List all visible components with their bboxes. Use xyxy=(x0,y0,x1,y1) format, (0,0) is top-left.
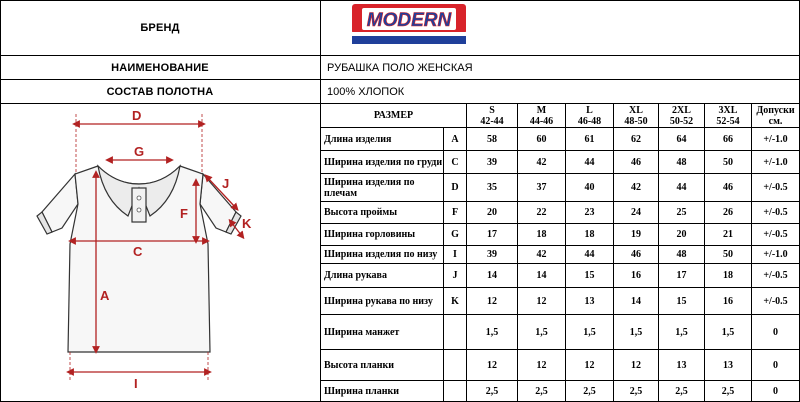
row-value-cell xyxy=(518,264,566,288)
row-tolerance-cell-text: +/-0.5 xyxy=(763,229,788,240)
row-name-cell-text: Ширина планки xyxy=(324,385,399,397)
row-value-cell xyxy=(705,315,752,350)
row-value-cell xyxy=(518,315,566,350)
size-name: XL xyxy=(629,104,643,116)
row-code-cell xyxy=(444,246,467,264)
row-value-cell-text: 66 xyxy=(723,133,733,145)
row-value-cell xyxy=(705,128,752,151)
row-value-cell-text: 18 xyxy=(536,229,547,240)
row-value-cell-text: 16 xyxy=(631,270,641,281)
row-value-cell-text: 44 xyxy=(584,156,595,168)
shirt-outline xyxy=(37,166,241,352)
row-value-cell-text: 17 xyxy=(487,229,497,240)
row-value-cell-text: 39 xyxy=(487,156,497,168)
logo-white-band xyxy=(352,32,466,36)
label-j: J xyxy=(222,176,230,191)
size-name: 2XL xyxy=(672,104,691,116)
row-value-cell-text: 1,5 xyxy=(675,326,688,338)
row-value-cell xyxy=(659,315,705,350)
label-c: C xyxy=(133,244,143,259)
label-i: I xyxy=(134,376,138,391)
name-value: РУБАШКА ПОЛО ЖЕНСКАЯ xyxy=(327,61,473,74)
row-value-cell-text: 26 xyxy=(723,207,733,218)
size-range: 44-46 xyxy=(529,115,554,127)
size-name: L xyxy=(586,104,593,116)
row-tolerance-cell-text: 0 xyxy=(773,326,778,338)
row-value-cell-text: 14 xyxy=(631,295,641,307)
row-tolerance-cell-text: 0 xyxy=(773,359,778,371)
row-value-cell xyxy=(705,288,752,315)
size-col-xl xyxy=(614,104,659,128)
row-value-cell xyxy=(467,128,518,151)
row-value-cell-text: 2,5 xyxy=(675,385,688,397)
row-value-cell xyxy=(614,128,659,151)
row-value-cell xyxy=(467,381,518,402)
row-value-cell-text: 25 xyxy=(676,207,687,218)
polo-shirt-diagram xyxy=(0,104,320,402)
row-name-cell xyxy=(321,381,444,402)
row-code-cell-text: D xyxy=(451,182,459,193)
row-value-cell xyxy=(705,202,752,224)
row-value-cell-text: 46 xyxy=(631,156,641,168)
row-code-cell xyxy=(444,224,467,246)
size-col-s xyxy=(467,104,518,128)
tolerance-header-cell xyxy=(752,104,800,128)
row-value-cell-text: 12 xyxy=(487,359,497,371)
row-code-cell xyxy=(444,128,467,151)
row-value-cell xyxy=(614,202,659,224)
row-value-cell-text: 12 xyxy=(487,295,497,307)
row-value-cell xyxy=(659,350,705,381)
row-code-cell xyxy=(444,202,467,224)
row-tolerance-cell xyxy=(752,128,800,151)
row-tolerance-cell xyxy=(752,224,800,246)
row-value-cell-text: 12 xyxy=(536,295,547,307)
row-tolerance-cell-text: +/-0.5 xyxy=(763,207,788,218)
row-value-cell xyxy=(566,174,614,202)
row-value-cell xyxy=(518,128,566,151)
row-name-cell xyxy=(321,128,444,151)
brand-label: БРЕНД xyxy=(140,21,180,34)
row-code-cell-text: J xyxy=(452,270,458,281)
row-value-cell-text: 42 xyxy=(536,156,547,168)
row-name-cell-text: Ширина рукава по низу xyxy=(324,295,433,307)
row-value-cell-text: 40 xyxy=(584,182,595,193)
row-name-cell-text: Ширина горловины xyxy=(324,229,416,240)
row-name-cell-text: Ширина изделия по груди xyxy=(324,156,443,168)
row-value-cell xyxy=(467,202,518,224)
row-value-cell-text: 21 xyxy=(723,229,733,240)
row-value-cell-text: 22 xyxy=(536,207,547,218)
row-value-cell-text: 17 xyxy=(676,270,687,281)
row-value-cell xyxy=(467,246,518,264)
brand-label-cell xyxy=(0,0,321,56)
row-value-cell xyxy=(659,174,705,202)
row-value-cell xyxy=(659,202,705,224)
row-value-cell-text: 50 xyxy=(723,249,733,260)
row-value-cell xyxy=(518,381,566,402)
logo-blue-band xyxy=(352,36,466,44)
row-code-cell-text: G xyxy=(451,229,459,240)
row-value-cell-text: 1,5 xyxy=(629,326,643,338)
row-value-cell-text: 1,5 xyxy=(721,326,735,338)
row-value-cell-text: 18 xyxy=(584,229,595,240)
row-value-cell xyxy=(467,151,518,174)
row-value-cell-text: 58 xyxy=(487,133,497,145)
row-value-cell xyxy=(659,264,705,288)
row-value-cell xyxy=(566,224,614,246)
fabric-label: СОСТАВ ПОЛОТНА xyxy=(106,85,214,98)
row-value-cell-text: 39 xyxy=(487,249,497,260)
row-value-cell-text: 20 xyxy=(676,229,687,240)
row-value-cell xyxy=(614,288,659,315)
size-col-m xyxy=(518,104,566,128)
row-tolerance-cell-text: +/-1.0 xyxy=(763,133,788,145)
row-value-cell-text: 12 xyxy=(584,359,595,371)
row-value-cell-text: 37 xyxy=(536,182,547,193)
row-value-cell-text: 13 xyxy=(676,359,687,371)
row-name-cell xyxy=(321,350,444,381)
row-value-cell-text: 44 xyxy=(584,249,595,260)
row-code-cell xyxy=(444,264,467,288)
row-value-cell xyxy=(614,264,659,288)
row-value-cell xyxy=(705,224,752,246)
row-value-cell xyxy=(614,174,659,202)
row-name-cell xyxy=(321,264,444,288)
row-name-cell xyxy=(321,288,444,315)
row-value-cell xyxy=(518,202,566,224)
row-code-cell xyxy=(444,381,467,402)
row-value-cell-text: 1,5 xyxy=(535,326,548,338)
row-value-cell xyxy=(566,202,614,224)
row-name-cell-text: Ширина изделия по плечам xyxy=(324,176,415,199)
row-tolerance-cell xyxy=(752,202,800,224)
row-value-cell xyxy=(659,288,705,315)
row-code-cell-text: F xyxy=(451,207,459,218)
row-value-cell xyxy=(518,151,566,174)
row-value-cell-text: 15 xyxy=(676,295,687,307)
row-name-cell xyxy=(321,224,444,246)
row-code-cell xyxy=(444,151,467,174)
row-tolerance-cell xyxy=(752,288,800,315)
size-range: 52-54 xyxy=(716,115,740,127)
row-value-cell xyxy=(705,246,752,264)
row-tolerance-cell-text: 0 xyxy=(773,385,778,397)
row-tolerance-cell-text: +/-0.5 xyxy=(763,295,788,307)
size-range: 48-50 xyxy=(624,115,648,127)
row-value-cell xyxy=(705,350,752,381)
row-value-cell xyxy=(566,315,614,350)
row-value-cell xyxy=(467,315,518,350)
row-value-cell-text: 2,5 xyxy=(629,385,643,397)
row-tolerance-cell xyxy=(752,264,800,288)
row-value-cell-text: 2,5 xyxy=(583,385,596,397)
size-name: M xyxy=(536,104,547,116)
row-value-cell xyxy=(467,174,518,202)
row-value-cell xyxy=(614,350,659,381)
row-value-cell-text: 16 xyxy=(723,295,733,307)
size-header-cell-text: РАЗМЕР xyxy=(373,110,414,121)
tolerance-header-cell-text: Допуски см. xyxy=(756,104,795,127)
name-value-cell xyxy=(321,56,800,80)
row-name-cell xyxy=(321,315,444,350)
row-value-cell-text: 61 xyxy=(584,133,595,145)
row-value-cell-text: 48 xyxy=(676,249,687,260)
row-value-cell-text: 44 xyxy=(676,182,687,193)
row-name-cell-text: Ширина манжет xyxy=(324,326,400,338)
row-value-cell-text: 24 xyxy=(631,207,641,218)
row-value-cell-text: 14 xyxy=(536,270,547,281)
row-value-cell-text: 64 xyxy=(676,133,687,145)
size-col-3xl xyxy=(705,104,752,128)
row-name-cell-text: Высота проймы xyxy=(324,207,398,218)
row-tolerance-cell-text: +/-0.5 xyxy=(763,182,788,193)
row-code-cell-text: A xyxy=(451,133,459,145)
row-value-cell-text: 50 xyxy=(723,156,733,168)
row-tolerance-cell xyxy=(752,315,800,350)
row-value-cell-text: 48 xyxy=(676,156,687,168)
row-code-cell xyxy=(444,315,467,350)
row-value-cell xyxy=(566,246,614,264)
row-value-cell-text: 62 xyxy=(631,133,641,145)
row-value-cell-text: 46 xyxy=(723,182,733,193)
size-range: 42-44 xyxy=(480,115,504,127)
row-value-cell-text: 60 xyxy=(536,133,547,145)
row-code-cell xyxy=(444,350,467,381)
row-tolerance-cell-text: +/-0.5 xyxy=(763,270,788,281)
row-value-cell xyxy=(705,151,752,174)
brand-logo xyxy=(350,2,468,46)
row-value-cell xyxy=(614,151,659,174)
row-tolerance-cell xyxy=(752,381,800,402)
row-tolerance-cell xyxy=(752,151,800,174)
row-value-cell-text: 2,5 xyxy=(721,385,735,397)
row-tolerance-cell-text: +/-1.0 xyxy=(763,156,788,168)
row-value-cell xyxy=(566,381,614,402)
size-range: 46-48 xyxy=(577,115,602,127)
row-name-cell-text: Высота планки xyxy=(324,359,394,371)
row-value-cell-text: 35 xyxy=(487,182,497,193)
row-value-cell xyxy=(467,350,518,381)
row-value-cell xyxy=(467,224,518,246)
row-value-cell-text: 20 xyxy=(487,207,497,218)
row-tolerance-cell xyxy=(752,174,800,202)
fabric-value: 100% ХЛОПОК xyxy=(327,85,405,98)
row-name-cell-text: Длина рукава xyxy=(324,270,387,281)
row-tolerance-cell xyxy=(752,350,800,381)
row-value-cell-text: 1,5 xyxy=(583,326,596,338)
row-value-cell xyxy=(614,381,659,402)
row-value-cell xyxy=(659,224,705,246)
row-name-cell xyxy=(321,202,444,224)
row-value-cell xyxy=(518,224,566,246)
row-value-cell-text: 23 xyxy=(584,207,595,218)
row-name-cell xyxy=(321,246,444,264)
row-value-cell xyxy=(566,264,614,288)
row-code-cell-text: C xyxy=(451,156,459,168)
row-tolerance-cell-text: +/-1.0 xyxy=(763,249,788,260)
row-value-cell xyxy=(518,350,566,381)
row-name-cell-text: Длина изделия xyxy=(324,133,392,145)
fabric-label-cell xyxy=(0,80,321,104)
row-name-cell xyxy=(321,174,444,202)
row-value-cell xyxy=(518,174,566,202)
row-value-cell-text: 42 xyxy=(631,182,641,193)
row-value-cell-text: 12 xyxy=(536,359,547,371)
row-value-cell xyxy=(614,315,659,350)
row-value-cell xyxy=(467,288,518,315)
row-value-cell-text: 18 xyxy=(723,270,733,281)
row-name-cell xyxy=(321,151,444,174)
row-code-cell-text: I xyxy=(453,249,457,260)
row-value-cell xyxy=(614,224,659,246)
row-code-cell-text: K xyxy=(451,295,459,307)
row-name-cell-text: Ширина изделия по низу xyxy=(324,249,438,260)
row-value-cell-text: 1,5 xyxy=(485,326,499,338)
row-tolerance-cell xyxy=(752,246,800,264)
row-value-cell xyxy=(705,381,752,402)
row-value-cell xyxy=(566,128,614,151)
name-label: НАИМЕНОВАНИЕ xyxy=(111,61,209,74)
name-label-cell xyxy=(0,56,321,80)
row-value-cell-text: 13 xyxy=(723,359,733,371)
row-code-cell xyxy=(444,174,467,202)
row-value-cell xyxy=(614,246,659,264)
row-value-cell xyxy=(566,350,614,381)
row-value-cell-text: 19 xyxy=(631,229,641,240)
row-value-cell-text: 14 xyxy=(487,270,497,281)
row-value-cell xyxy=(467,264,518,288)
label-k: K xyxy=(242,216,252,231)
row-value-cell xyxy=(566,151,614,174)
row-value-cell-text: 13 xyxy=(584,295,595,307)
row-code-cell xyxy=(444,288,467,315)
row-value-cell xyxy=(518,246,566,264)
row-value-cell-text: 2,5 xyxy=(535,385,548,397)
size-col-2xl xyxy=(659,104,705,128)
size-col-l xyxy=(566,104,614,128)
size-header-cell xyxy=(321,104,467,128)
size-name: S xyxy=(489,104,495,116)
label-d: D xyxy=(132,108,142,123)
label-g: G xyxy=(134,144,145,159)
size-range: 50-52 xyxy=(669,115,694,127)
label-f: F xyxy=(180,206,188,221)
label-a: A xyxy=(100,288,110,303)
row-value-cell xyxy=(705,264,752,288)
row-value-cell-text: 12 xyxy=(631,359,641,371)
row-value-cell xyxy=(659,381,705,402)
row-value-cell xyxy=(518,288,566,315)
size-name: 3XL xyxy=(718,104,738,116)
row-value-cell-text: 46 xyxy=(631,249,641,260)
row-value-cell xyxy=(659,151,705,174)
row-value-cell xyxy=(705,174,752,202)
logo-text: MODERN xyxy=(366,10,452,31)
row-value-cell xyxy=(659,246,705,264)
row-value-cell-text: 2,5 xyxy=(485,385,499,397)
row-value-cell xyxy=(566,288,614,315)
row-value-cell xyxy=(659,128,705,151)
row-value-cell-text: 42 xyxy=(536,249,547,260)
row-value-cell-text: 15 xyxy=(584,270,595,281)
fabric-value-cell xyxy=(321,80,800,104)
